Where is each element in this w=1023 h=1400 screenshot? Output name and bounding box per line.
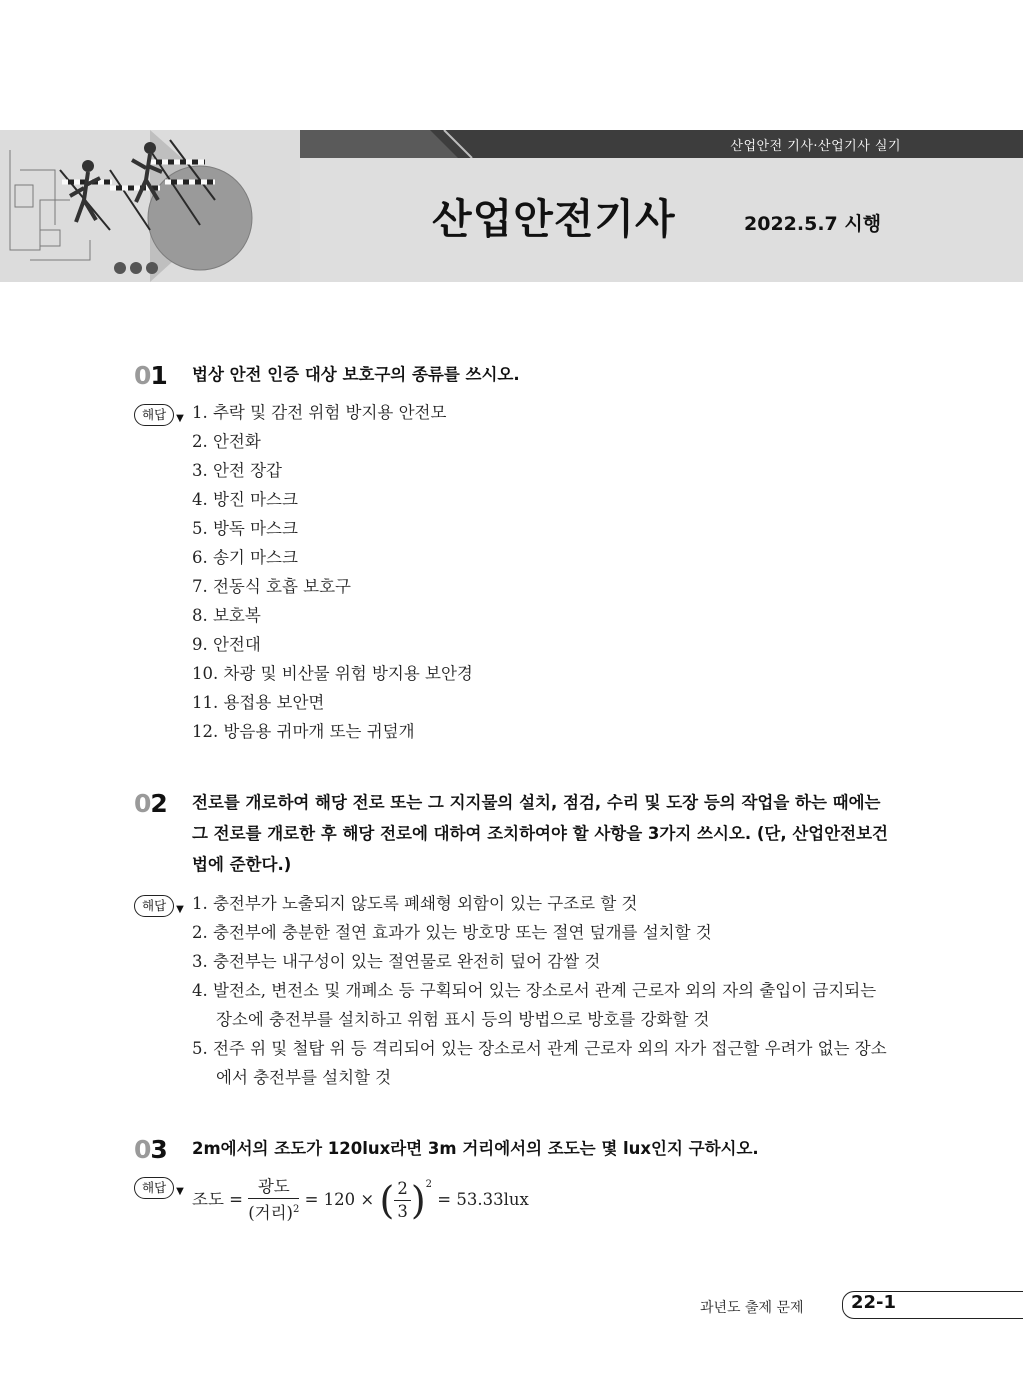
list-item: 1. 추락 및 감전 위험 방지용 안전모: [192, 403, 447, 422]
arrow-down-icon: ▼: [176, 412, 184, 424]
question-text: 법상 안전 인증 대상 보호구의 종류를 쓰시오.: [192, 365, 520, 384]
answer-label: 해답: [134, 1177, 174, 1199]
list-item: 4. 방진 마스크: [192, 490, 298, 509]
ratio-denominator: 3: [397, 1201, 408, 1221]
fraction-denominator: (거리)$^2$: [248, 1203, 300, 1223]
answer-label: 해답: [134, 404, 174, 426]
list-item: 9. 안전대: [192, 635, 261, 654]
page-number: 22-1: [851, 1292, 897, 1313]
list-item: 4. 발전소, 변전소 및 개폐소 등 구획되어 있는 장소로서 관계 근로자 외의 자의 출입이 금지되는 장소에 충전부를 설치하고 위험 표시 등의 방법으로 방호를 강화할 것: [192, 981, 877, 1029]
list-item: 10. 차광 및 비산물 위험 방지용 보안경: [192, 664, 473, 683]
fraction-numerator: 광도: [248, 1176, 299, 1199]
ratio-exponent: 2: [425, 1178, 433, 1190]
ratio-numerator: 2: [394, 1178, 411, 1201]
answer-badge: [134, 1177, 184, 1199]
question-text: 2m에서의 조도가 120lux라면 3m 거리에서의 조도는 몇 lux인지 구하시오.: [192, 1139, 759, 1158]
list-item: 1. 충전부가 노출되지 않도록 폐쇄형 외함이 있는 구조로 할 것: [192, 894, 638, 913]
answer-label: 해답: [134, 895, 174, 917]
question-number: 02: [134, 789, 167, 818]
formula-middle: = 120 ×: [304, 1189, 375, 1209]
list-item: 12. 방음용 귀마개 또는 귀덮개: [192, 722, 415, 741]
formula-result: = 53.33lux: [437, 1189, 529, 1209]
list-item: 3. 안전 장갑: [192, 461, 282, 480]
list-item: 2. 충전부에 충분한 절연 효과가 있는 방호망 또는 절연 덮개를 설치할 것: [192, 923, 712, 942]
arrow-down-icon: ▼: [176, 903, 184, 915]
right-paren: ): [410, 1178, 426, 1223]
ratio-fraction: [394, 1178, 411, 1223]
formula-lhs: 조도: [192, 1189, 224, 1209]
formula: [192, 1176, 529, 1225]
arrow-down-icon: ▼: [176, 1185, 184, 1197]
list-item: 5. 방독 마스크: [192, 519, 298, 538]
question-number: 03: [134, 1135, 167, 1164]
list-item: 6. 송기 마스크: [192, 548, 298, 567]
construction-illustration: [0, 130, 300, 282]
question-number: 01: [134, 361, 167, 390]
footer-section-label: 과년도 출제 문제: [700, 1300, 804, 1316]
answer-list: [192, 889, 892, 1092]
answer-badge: [134, 895, 184, 917]
answer-badge: [134, 404, 184, 426]
exam-date: 2022.5.7 시행: [744, 213, 882, 235]
list-item: 7. 전동식 호흡 보호구: [192, 577, 351, 596]
list-item: 5. 전주 위 및 철탑 위 등 격리되어 있는 장소로서 관계 근로자 외의 자가 접근할 우려가 없는 장소에서 충전부를 설치할 것: [192, 1039, 887, 1087]
list-item: 8. 보호복: [192, 606, 261, 625]
list-item: 3. 충전부는 내구성이 있는 절연물로 완전히 덮어 감쌀 것: [192, 952, 601, 971]
formula-equals: =: [229, 1189, 243, 1209]
left-paren: (: [379, 1178, 395, 1223]
answer-list: [192, 398, 892, 746]
list-item: 2. 안전화: [192, 432, 261, 451]
page-title: 산업안전기사: [432, 195, 676, 243]
series-title: 산업안전 기사·산업기사 실기: [730, 139, 901, 154]
question-text: 전로를 개로하여 해당 전로 또는 그 지지물의 설치, 점검, 수리 및 도장 등의 작업을 하는 때에는 그 전로를 개로한 후 해당 전로에 대하여 조치하여야 할 사항을 3가지 쓰시오. (단, 산업안전보건법에 준한다.): [192, 793, 888, 874]
list-item: 11. 용접용 보안면: [192, 693, 325, 712]
formula-fraction: [248, 1176, 299, 1225]
header-wedge: [430, 130, 1023, 158]
